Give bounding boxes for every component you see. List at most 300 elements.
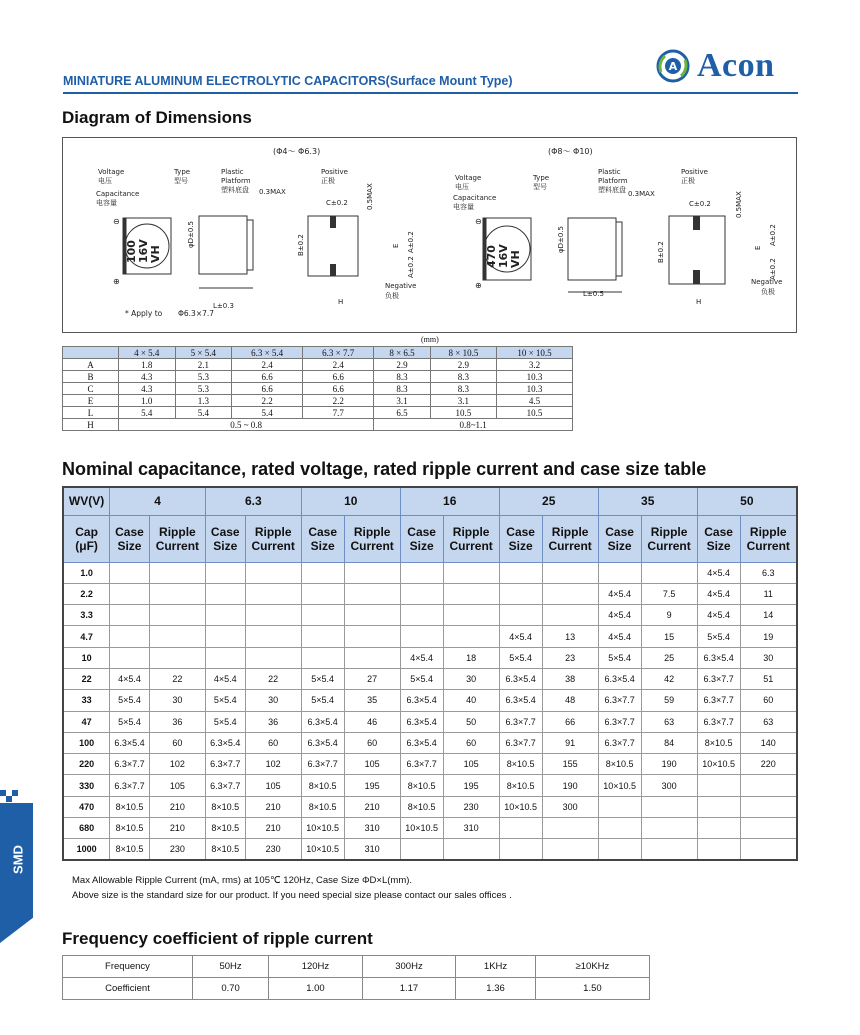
ripple-current-cell	[245, 562, 301, 583]
case-size-cell: 6.3×5.4	[697, 647, 740, 668]
case-size-cell	[598, 562, 641, 583]
ripple-current-cell: 105	[245, 775, 301, 796]
apply-note: * Apply to	[125, 309, 163, 318]
case-size-cell: 10×10.5	[697, 754, 740, 775]
dimension-row	[63, 395, 573, 407]
dimension-cell: 4.3	[119, 371, 176, 383]
row-label: Coefficient	[63, 978, 193, 1000]
acon-logo-icon	[655, 48, 691, 84]
case-size-header	[301, 515, 344, 562]
svg-text:φD±0.5: φD±0.5	[557, 225, 565, 253]
capacitor-bottom-view-small	[297, 216, 415, 278]
case-size-cell	[110, 562, 150, 583]
table-row	[63, 626, 797, 647]
case-size-cell: 6.3×5.4	[400, 690, 443, 711]
case-size-cell	[301, 605, 344, 626]
svg-text:⊕: ⊕	[113, 277, 120, 286]
case-size-cell	[499, 583, 542, 604]
svg-text:H: H	[696, 298, 702, 306]
ripple-current-cell: 23	[542, 647, 598, 668]
svg-text:⊕: ⊕	[475, 281, 482, 290]
ripple-current-cell: 6.3	[740, 562, 797, 583]
table-row	[63, 647, 797, 668]
case-size-cell: 6.3×7.7	[697, 711, 740, 732]
ripple-current-cell	[740, 818, 797, 839]
label-max05: 0.5MAX	[366, 183, 374, 210]
case-size-cell: 8×10.5	[110, 818, 150, 839]
ripple-current-cell: 102	[149, 754, 205, 775]
ripple-current-header	[344, 515, 400, 562]
case-size-cell: 6.3×5.4	[301, 732, 344, 753]
table-row	[63, 583, 797, 604]
ripple-current-cell: 15	[641, 626, 697, 647]
capacitance-cell: 47	[63, 711, 110, 732]
case-size-cell	[499, 562, 542, 583]
ripple-current-cell	[443, 626, 499, 647]
dimension-table	[62, 346, 573, 431]
sub-header-row	[63, 515, 797, 562]
svg-text:L±0.3: L±0.3	[213, 302, 234, 310]
case-size-cell	[697, 796, 740, 817]
capacitance-cell: 1000	[63, 839, 110, 860]
ripple-current-header-line: Current	[251, 538, 295, 553]
svg-text:470: 470	[485, 245, 498, 268]
capacitance-cell: 2.2	[63, 583, 110, 604]
ripple-current-cell	[149, 583, 205, 604]
case-size-header	[697, 515, 740, 562]
capacitor-side-view-small	[187, 216, 253, 310]
case-size-cell: 10×10.5	[301, 818, 344, 839]
coefficient-row	[63, 978, 650, 1000]
ripple-current-cell: 102	[245, 754, 301, 775]
dimension-cell: 7.7	[303, 407, 374, 419]
case-size-cell	[205, 647, 245, 668]
svg-text:电容量: 电容量	[453, 203, 474, 211]
ripple-current-cell: 63	[641, 711, 697, 732]
ripple-current-cell	[149, 647, 205, 668]
case-size-header-line: Size	[409, 538, 434, 553]
case-size-cell	[110, 583, 150, 604]
case-size-cell: 6.3×7.7	[301, 754, 344, 775]
case-size-cell	[499, 818, 542, 839]
table-cell: 300Hz	[362, 956, 456, 978]
ripple-current-cell: 11	[740, 583, 797, 604]
case-size-header-line: Size	[310, 538, 335, 553]
table-row	[63, 562, 797, 583]
svg-text:E: E	[392, 243, 400, 248]
capacitor-bottom-view-large	[657, 216, 777, 284]
case-size-cell: 8×10.5	[110, 839, 150, 860]
ripple-current-cell: 7.5	[641, 583, 697, 604]
ripple-current-cell	[149, 562, 205, 583]
ripple-current-cell: 22	[149, 668, 205, 689]
ripple-current-cell: 22	[245, 668, 301, 689]
table-cell: 1.17	[362, 978, 456, 1000]
capacitor-side-view-large	[557, 218, 622, 298]
range-label-large: (Φ8～ Φ10)	[548, 147, 593, 156]
side-tab-decoration	[0, 790, 20, 802]
ripple-current-cell: 30	[740, 647, 797, 668]
case-size-cell	[400, 562, 443, 583]
case-size-header-line: Size	[508, 538, 533, 553]
dimension-row-label: C	[63, 383, 119, 395]
case-size-cell	[400, 583, 443, 604]
case-size-cell	[301, 626, 344, 647]
ripple-current-cell: 190	[542, 775, 598, 796]
ripple-current-header	[641, 515, 697, 562]
case-size-cell	[205, 626, 245, 647]
case-size-header-line: Size	[706, 538, 731, 553]
ripple-current-cell	[245, 583, 301, 604]
ripple-current-header-line: Ripple	[551, 524, 589, 539]
capacitance-cell: 330	[63, 775, 110, 796]
case-size-cell: 4×5.4	[205, 668, 245, 689]
dimension-cell: 6.5	[374, 407, 431, 419]
logo-text: Acon	[697, 47, 775, 84]
svg-text:A: A	[668, 60, 678, 73]
case-size-header-line: Size	[607, 538, 632, 553]
frequency-row	[63, 956, 650, 978]
note-special-size: Above size is the standard size for our product. If you need special size please contact our sales offices .	[72, 890, 512, 901]
label-type: Type	[174, 168, 191, 176]
case-size-header-line: Case	[308, 524, 337, 539]
svg-text:VH: VH	[149, 245, 162, 263]
ripple-current-header-line: Current	[746, 538, 790, 553]
capacitance-cell: 10	[63, 647, 110, 668]
capacitance-cell: 1.0	[63, 562, 110, 583]
label-type-cn: 型号	[174, 177, 188, 185]
case-size-header-line: Case	[407, 524, 436, 539]
smd-tab-label: SMD	[10, 845, 26, 874]
case-size-cell: 6.3×5.4	[400, 711, 443, 732]
ripple-current-cell	[740, 796, 797, 817]
ripple-current-cell: 210	[245, 818, 301, 839]
svg-text:VH: VH	[509, 250, 522, 268]
case-size-cell: 5×5.4	[110, 711, 150, 732]
ripple-current-cell	[641, 562, 697, 583]
case-size-cell: 5×5.4	[400, 668, 443, 689]
label-h: H	[338, 298, 344, 306]
ripple-current-cell: 9	[641, 605, 697, 626]
case-size-cell	[205, 562, 245, 583]
ripple-current-cell: 60	[443, 732, 499, 753]
dimension-cell: 1.0	[119, 395, 176, 407]
dimension-cell: 8.3	[374, 371, 431, 383]
case-size-cell: 8×10.5	[697, 732, 740, 753]
dimension-cell: 10.5	[497, 407, 573, 419]
svg-text:⊖: ⊖	[113, 217, 120, 226]
brand-logo	[655, 46, 775, 86]
case-size-cell: 5×5.4	[301, 668, 344, 689]
case-size-cell: 5×5.4	[205, 711, 245, 732]
ripple-current-cell	[149, 626, 205, 647]
case-size-cell: 6.3×5.4	[205, 732, 245, 753]
ripple-current-cell: 105	[149, 775, 205, 796]
case-size-cell	[110, 605, 150, 626]
case-size-header	[110, 515, 150, 562]
section-title-ripple: Nominal capacitance, rated voltage, rated ripple current and case size table	[62, 459, 707, 479]
case-size-cell	[499, 605, 542, 626]
ripple-current-cell: 300	[641, 775, 697, 796]
svg-text:Platform: Platform	[598, 177, 628, 185]
ripple-current-cell: 19	[740, 626, 797, 647]
ripple-current-cell: 220	[740, 754, 797, 775]
dimension-cell: 2.1	[175, 359, 232, 371]
ripple-current-cell: 230	[443, 796, 499, 817]
label-voltage-cn: 电压	[98, 177, 112, 185]
dimension-cell: 4.5	[497, 395, 573, 407]
svg-text:B±0.2: B±0.2	[297, 234, 305, 256]
svg-text:Type: Type	[533, 174, 550, 182]
ripple-current-cell: 195	[344, 775, 400, 796]
frequency-coefficient-table	[62, 955, 650, 1000]
ripple-current-cell: 195	[443, 775, 499, 796]
case-size-cell: 8×10.5	[205, 796, 245, 817]
cap-header	[63, 515, 110, 562]
dimension-cell: 2.4	[303, 359, 374, 371]
case-size-cell: 4×5.4	[110, 668, 150, 689]
dimension-cell: 6.6	[303, 383, 374, 395]
ripple-current-header-line: Current	[350, 538, 394, 553]
dimension-row-label: E	[63, 395, 119, 407]
ripple-current-cell: 310	[344, 839, 400, 860]
wv-label: WV(V)	[63, 487, 110, 515]
ripple-current-cell: 51	[740, 668, 797, 689]
svg-text:16V: 16V	[497, 244, 510, 268]
cap-header-line: (μF)	[75, 538, 98, 553]
case-size-cell: 6.3×7.7	[697, 668, 740, 689]
row-label: Frequency	[63, 956, 193, 978]
ripple-current-header	[740, 515, 797, 562]
ripple-current-cell	[344, 605, 400, 626]
ripple-current-cell	[542, 562, 598, 583]
ripple-current-cell: 50	[443, 711, 499, 732]
svg-text:塑料底盘: 塑料底盘	[598, 186, 626, 194]
ripple-current-cell: 60	[245, 732, 301, 753]
case-size-cell: 10×10.5	[598, 775, 641, 796]
table-row	[63, 775, 797, 796]
svg-text:Plastic: Plastic	[598, 168, 621, 176]
dimension-cell: 4.3	[119, 383, 176, 395]
dimension-cell: 2.9	[430, 359, 496, 371]
case-size-cell	[301, 562, 344, 583]
label-negative-cn: 负极	[385, 292, 399, 300]
capacitor-top-view-large	[475, 217, 531, 290]
ripple-current-cell	[245, 626, 301, 647]
capacitance-cell: 100	[63, 732, 110, 753]
case-size-cell	[598, 818, 641, 839]
case-size-header-line: Case	[210, 524, 240, 539]
case-size-cell: 10×10.5	[400, 818, 443, 839]
svg-text:A±0.2: A±0.2	[407, 256, 415, 278]
case-size-cell	[110, 647, 150, 668]
label-positive: Positive	[321, 168, 348, 176]
case-size-cell: 8×10.5	[400, 775, 443, 796]
case-size-cell: 5×5.4	[301, 690, 344, 711]
case-size-cell	[697, 775, 740, 796]
table-row	[63, 711, 797, 732]
ripple-current-cell	[542, 605, 598, 626]
dimension-row-label: H	[63, 419, 119, 431]
case-size-header-line: Case	[605, 524, 634, 539]
case-size-cell: 4×5.4	[598, 626, 641, 647]
ripple-current-cell: 30	[149, 690, 205, 711]
ripple-current-cell	[344, 562, 400, 583]
svg-text:100: 100	[125, 240, 138, 263]
svg-text:电压: 电压	[455, 183, 469, 191]
case-size-cell: 4×5.4	[697, 562, 740, 583]
ripple-current-cell: 155	[542, 754, 598, 775]
case-size-cell	[110, 626, 150, 647]
dimension-cell: 2.4	[232, 359, 303, 371]
label-c-tol: C±0.2	[326, 199, 348, 207]
case-size-cell	[400, 605, 443, 626]
case-size-header	[400, 515, 443, 562]
ripple-current-cell	[443, 562, 499, 583]
case-size-cell: 6.3×7.7	[499, 711, 542, 732]
svg-text:型号: 型号	[533, 183, 547, 191]
case-size-cell: 4×5.4	[499, 626, 542, 647]
table-row	[63, 668, 797, 689]
svg-text:E: E	[754, 245, 762, 250]
dimension-cell: 6.6	[232, 383, 303, 395]
case-size-cell: 6.3×5.4	[499, 668, 542, 689]
case-size-cell: 8×10.5	[205, 839, 245, 860]
svg-text:负极: 负极	[761, 288, 775, 296]
header-divider	[63, 92, 798, 94]
label-platform-cn: 塑料底盘	[221, 186, 249, 194]
ripple-current-cell: 14	[740, 605, 797, 626]
ripple-current-cell	[344, 626, 400, 647]
case-size-header-line: Case	[704, 524, 733, 539]
ripple-current-cell: 310	[344, 818, 400, 839]
ripple-current-cell	[740, 775, 797, 796]
capacitance-cell: 220	[63, 754, 110, 775]
dimension-row-label: A	[63, 359, 119, 371]
document-title: MINIATURE ALUMINUM ELECTROLYTIC CAPACITORS(Surface Mount Type)	[63, 74, 513, 88]
ripple-current-cell	[344, 647, 400, 668]
ripple-current-cell: 25	[641, 647, 697, 668]
ripple-current-cell: 91	[542, 732, 598, 753]
table-row	[63, 690, 797, 711]
ripple-current-header-line: Current	[548, 538, 592, 553]
ripple-current-cell	[443, 605, 499, 626]
svg-text:0.3MAX: 0.3MAX	[628, 190, 655, 198]
dimension-row	[63, 371, 573, 383]
ripple-current-cell	[641, 796, 697, 817]
ripple-current-cell	[542, 818, 598, 839]
table-cell: 1.50	[535, 978, 649, 1000]
label-platform: Platform	[221, 177, 251, 185]
svg-text:16V: 16V	[137, 239, 150, 263]
dimension-row	[63, 383, 573, 395]
dimension-cell: 0.5 ~ 0.8	[119, 419, 374, 431]
dimension-cell: 2.2	[232, 395, 303, 407]
capacitance-cell: 22	[63, 668, 110, 689]
table-row	[63, 796, 797, 817]
case-size-cell: 5×5.4	[110, 690, 150, 711]
ripple-current-header-line: Current	[449, 538, 493, 553]
ripple-current-cell	[245, 605, 301, 626]
case-size-header	[499, 515, 542, 562]
case-size-cell	[205, 583, 245, 604]
ripple-current-cell: 210	[149, 796, 205, 817]
ripple-current-table	[62, 486, 798, 861]
ripple-current-cell: 210	[245, 796, 301, 817]
ripple-current-cell: 60	[740, 690, 797, 711]
case-size-cell: 4×5.4	[598, 605, 641, 626]
svg-text:正极: 正极	[681, 177, 695, 185]
ripple-current-cell: 230	[245, 839, 301, 860]
case-size-cell: 5×5.4	[598, 647, 641, 668]
case-size-header-line: Case	[506, 524, 535, 539]
case-size-cell: 8×10.5	[499, 754, 542, 775]
dimension-cell: 10.3	[497, 371, 573, 383]
case-size-cell: 8×10.5	[110, 796, 150, 817]
label-capacitance: Capacitance	[96, 190, 140, 198]
case-size-cell	[301, 647, 344, 668]
dimension-cell: 5.4	[175, 407, 232, 419]
svg-text:A±0.2: A±0.2	[407, 231, 415, 253]
table-row	[63, 818, 797, 839]
case-size-cell: 8×10.5	[400, 796, 443, 817]
dimension-cell: 6.6	[232, 371, 303, 383]
case-size-header-line: Case	[115, 524, 144, 539]
case-size-cell	[205, 605, 245, 626]
case-size-cell	[598, 796, 641, 817]
case-size-cell: 6.3×5.4	[301, 711, 344, 732]
case-size-cell: 4×5.4	[400, 647, 443, 668]
ripple-current-cell: 40	[443, 690, 499, 711]
case-size-cell: 4×5.4	[697, 583, 740, 604]
ripple-current-header-line: Ripple	[159, 524, 196, 539]
dimension-cell: 8.3	[430, 383, 496, 395]
case-size-cell: 8×10.5	[598, 754, 641, 775]
case-size-cell: 6.3×7.7	[110, 775, 150, 796]
dimension-cell: 8.3	[430, 371, 496, 383]
ripple-current-cell: 18	[443, 647, 499, 668]
case-size-cell: 6.3×7.7	[598, 690, 641, 711]
ripple-current-cell: 36	[149, 711, 205, 732]
table-row	[63, 754, 797, 775]
ripple-current-header-line: Current	[155, 538, 200, 553]
ripple-current-cell: 30	[245, 690, 301, 711]
ripple-current-header	[443, 515, 499, 562]
case-size-header	[205, 515, 245, 562]
ripple-current-header-line: Current	[647, 538, 691, 553]
section-title-dimensions: Diagram of Dimensions	[62, 108, 252, 127]
ripple-current-cell: 105	[344, 754, 400, 775]
table-cell: 50Hz	[193, 956, 269, 978]
ripple-current-cell: 59	[641, 690, 697, 711]
ripple-current-cell: 35	[344, 690, 400, 711]
ripple-current-cell	[443, 583, 499, 604]
case-size-cell: 6.3×5.4	[499, 690, 542, 711]
case-size-cell: 8×10.5	[499, 775, 542, 796]
ripple-current-cell: 105	[443, 754, 499, 775]
case-size-cell	[400, 839, 443, 860]
svg-text:0.5MAX: 0.5MAX	[735, 191, 743, 218]
dimension-cell: 5.4	[232, 407, 303, 419]
capacitor-top-view-small	[113, 217, 171, 286]
case-size-cell	[697, 818, 740, 839]
dimension-cell: 2.9	[374, 359, 431, 371]
table-row	[63, 839, 797, 860]
label-max03: 0.3MAX	[259, 188, 286, 196]
section-title-frequency: Frequency coefficient of ripple current	[62, 929, 373, 948]
table-cell: 1KHz	[456, 956, 536, 978]
case-size-header-line: Size	[213, 538, 238, 553]
